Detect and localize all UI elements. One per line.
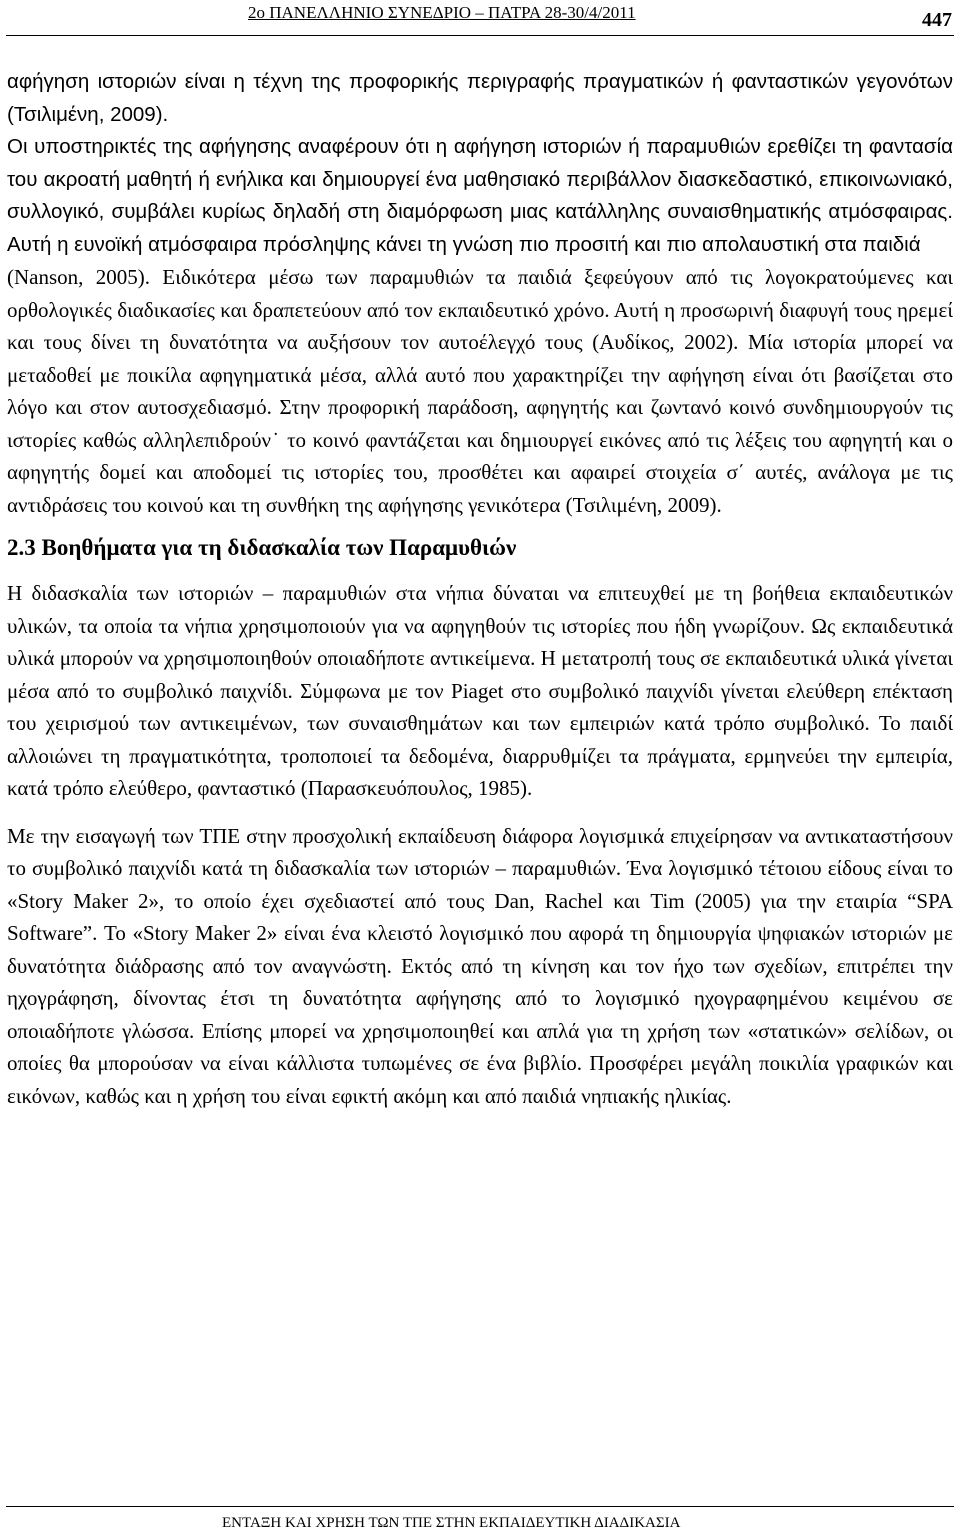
section-heading: 2.3 Βοηθήματα για τη διδασκαλία των Παραμυθιών [7,535,517,560]
conference-title: 2ο ΠΑΝΕΛΛΗΝΙΟ ΣΥΝΕΔΡΙΟ – ΠΑΤΡΑ 28-30/4/2011 [248,3,636,22]
paragraph-intro: αφήγηση ιστοριών είναι η τέχνη της προφορικής περιγραφής πραγματικών ή φανταστικών γεγονότων (Τσιλιμένη, 2009). [7,70,953,126]
paragraph-software: Με την εισαγωγή των ΤΠΕ στην προσχολική εκπαίδευση διάφορα λογισμικά επιχείρησαν να αντικαταστήσουν το συμβολικό παιχνίδι κατά τη διδασκαλία των ιστοριών – παραμυθιών. Ένα λογισμικό τέτοιου είδους είναι το «Story Maker 2», το οποίο έχει σχεδιαστεί από τους Dan, Rachel και Tim (2005) για την εταιρία “SPA Software”. Το «Story Maker 2» είναι ένα κλειστό λογισμικό που αφορά τη δημιουργία ψηφιακών ιστοριών με δυνατότητα διάδρασης από τον αναγνώστη. Εκτός από τη κίνηση και τον ήχο των σχεδίων, επιτρέπει την ηχογράφηση, δίνοντας έτσι τη δυνατότητα αφήγησης από το λογισμικό ηχογραφημένου κειμένου σε οποιαδήποτε γλώσσα. Επίσης μπορεί να χρησιμοποιηθεί και απλά για τη χρήση των «στατικών» σελίδων, οι οποίες θα μπορούσαν να είναι κάλλιστα τυπωμένες σε ένα βιβλίο. Προσφέρει μεγάλη ποικιλία γραφικών και εικόνων, καθώς και η χρήση του είναι εφικτή ακόμη και από παιδιά νηπιακής ηλικίας. [7,823,953,1108]
paragraph-storytelling-serif: (Nanson, 2005). Ειδικότερα μέσω των παραμυθιών τα παιδιά ξεφεύγουν από τις λογοκρατούμενες και ορθολογικές διαδικασίες και δραπετεύουν από τον εκπαιδευτικό χρόνο. Αυτή η προσωρινή διαφυγή τους ηρεμεί και τους δίνει τη δυνατότητα να αυξήσουν τον αυτοέλεγχό τους (Αυδίκος, 2002). Μία ιστορία μπορεί να μεταδοθεί με ποικίλα αφηγηματικά μέσα, αλλά αυτό που χαρακτηρίζει την αφήγηση είναι ότι βασίζεται στο λόγο και στον αυτοσχεδιασμό. Στην προφορική παράδοση, αφηγητής και ζωντανό κοινό συνδημιουργούν τις ιστορίες καθώς αλληλεπιδρούν˙ το κοινό φαντάζεται και δημιουργεί εικόνες από τις λέξεις του αφηγητή και ο αφηγητής δομεί και αποδομεί τις ιστορίες του, προσθέτει και αφαιρεί στοιχεία σ΄ αυτές, ανάλογα με τις αντιδράσεις του κοινού και τη συνθήκη της αφήγησης γενικότερα (Τσιλιμένη, 2009). [7,265,953,517]
footer-text: ΕΝΤΑΞΗ ΚΑΙ ΧΡΗΣΗ ΤΩΝ ΤΠΕ ΣΤΗΝ ΕΚΠΑΙΔΕΥΤΙΚΗ ΔΙΑΔΙΚΑΣΙΑ [222,1515,681,1531]
paragraph-storytelling-sans [7,131,953,261]
page-header [0,0,960,38]
page-number: 447 [922,9,952,31]
header-rule [6,35,954,36]
page-footer [0,1506,960,1536]
page-body [7,66,953,1112]
footer-rule [6,1506,954,1507]
paragraph-teaching-aids: Η διδασκαλία των ιστοριών – παραμυθιών στα νήπια δύναται να επιτευχθεί με τη βοήθεια εκπαιδευτικών υλικών, τα οποία τα νήπια χρησιμοποιούν για να αφηγηθούν τις ιστορίες που ήδη γνωρίζουν. Ως εκπαιδευτικά υλικά μπορούν να χρησιμοποιηθούν οποιαδήποτε αντικείμενα. Η μετατροπή τους σε εκπαιδευτικά υλικά γίνεται μέσα από το συμβολικό παιχνίδι. Σύμφωνα με τον Piaget στο συμβολικό παιχνίδι γίνεται ελεύθερη επέκταση του χειρισμού των αντικειμένων, των συναισθημάτων και των εμπειριών κατά τρόπο συμβολικό. Το παιδί αλλοιώνει τη πραγματικότητα, τροποποιεί τα δεδομένα, διαρρυθμίζει τα πράγματα, ερμηνεύει την εμπειρία, κατά τρόπο ελεύθερο, φανταστικό (Παρασκευόπουλος, 1985). [7,581,953,800]
paragraph-storytelling-sans-text: Οι υποστηρικτές της αφήγησης αναφέρουν ότι η αφήγηση ιστοριών ή παραμυθιών ερεθίζει τη φαντασία του ακροατή μαθητή ή ενήλικα και δημιουργεί ένα μαθησιακό περιβάλλον διασκεδαστικό, επικοινωνιακό, συλλογικό, συμβάλει κυρίως δηλαδή στη διαμόρφωση μιας κατάλληλης συναισθηματικής ατμόσφαιρας. Αυτή η ευνοϊκή ατμόσφαιρα πρόσληψης κάνει τη γνώση πιο προσιτή και πιο απολαυστική στα παιδιά [7,135,953,256]
